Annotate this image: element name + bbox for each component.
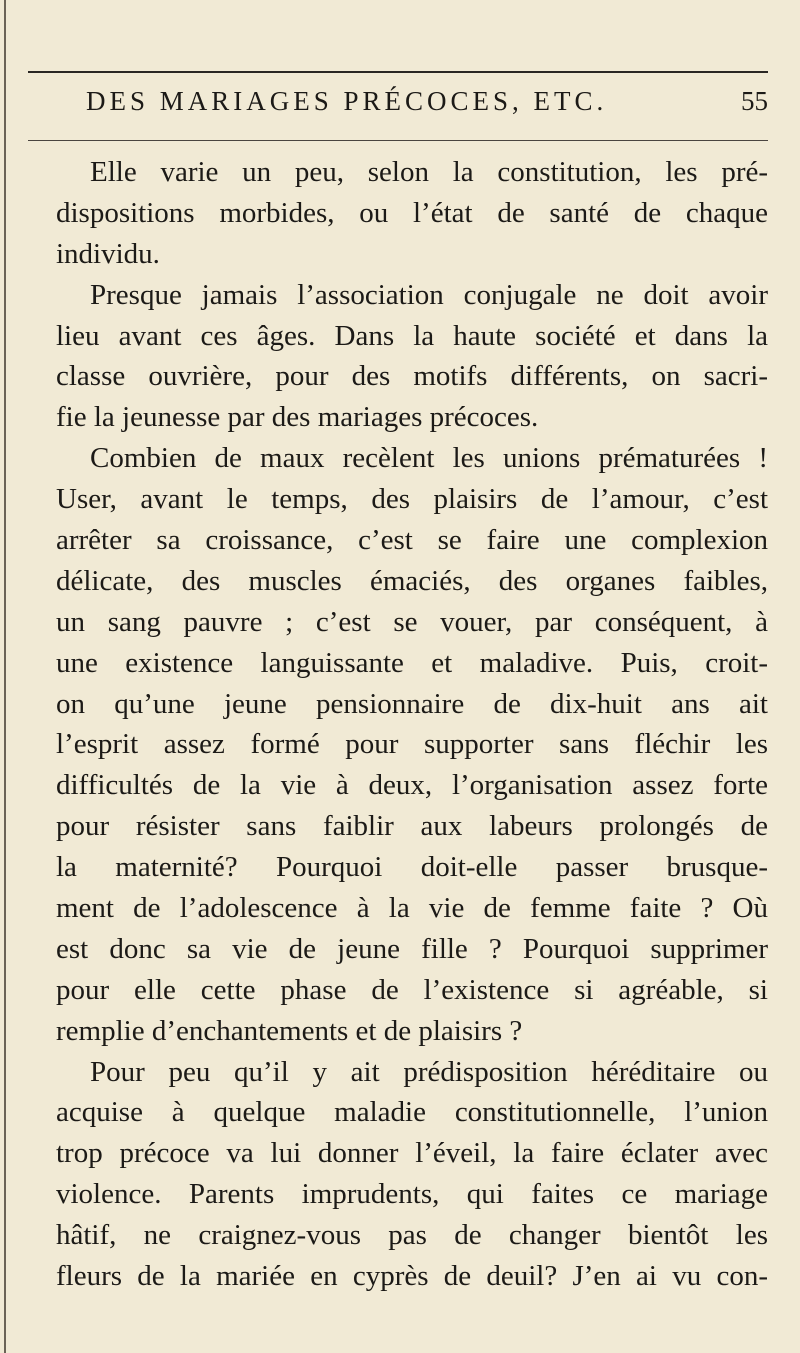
text-line: l’esprit assez formé pour supporter sans fléchir les — [56, 728, 768, 761]
text-line: remplie d’enchantements et de plaisirs ? — [56, 1014, 523, 1047]
text-line: acquise à quelque maladie constitutionnelle, l’union — [56, 1096, 768, 1129]
text-line: lieu avant ces âges. Dans la haute société et dans la — [56, 319, 768, 352]
text-line: Presque jamais l’association conjugale ne doit avoir — [90, 278, 768, 311]
text-line: délicate, des muscles émaciés, des organes faibles, — [56, 564, 768, 597]
text-line: individu. — [56, 237, 160, 270]
text-line: Elle varie un peu, selon la constitution, les pré- — [90, 156, 768, 188]
text-line: classe ouvrière, pour des motifs différents, on sacri- — [56, 360, 768, 393]
text-line: Combien de maux recèlent les unions prématurées ! — [90, 442, 768, 475]
text-line: User, avant le temps, des plaisirs de l’amour, c’est — [56, 483, 768, 516]
text-line: une existence languissante et maladive. Puis, croit- — [56, 646, 768, 679]
header-rule-bottom — [28, 140, 768, 141]
text-line: hâtif, ne craignez-vous pas de changer bientôt les — [56, 1219, 768, 1252]
running-header — [86, 86, 776, 126]
header-rule-top — [28, 71, 768, 73]
text-line: est donc sa vie de jeune fille ? Pourquoi supprimer — [56, 932, 768, 965]
text-line: ment de l’adolescence à la vie de femme faite ? Où — [56, 892, 768, 925]
text-line: difficultés de la vie à deux, l’organisation assez forte — [56, 769, 768, 802]
page-edge — [4, 0, 6, 1353]
text-line: un sang pauvre ; c’est se vouer, par conséquent, à — [56, 605, 768, 638]
text-line: Pour peu qu’il y ait prédisposition héréditaire ou — [90, 1055, 768, 1088]
text-line: dispositions morbides, ou l’état de santé de chaque — [56, 196, 768, 229]
text-line: pour résister sans faiblir aux labeurs prolongés de — [56, 810, 768, 843]
text-line: arrêter sa croissance, c’est se faire une complexion — [56, 524, 768, 557]
text-line: la maternité? Pourquoi doit-elle passer brusque- — [56, 851, 768, 884]
running-title: DES MARIAGES PRÉCOCES, ETC. — [86, 86, 608, 116]
text-line: fie la jeunesse par des mariages précoces. — [56, 401, 539, 434]
text-line: pour elle cette phase de l’existence si agréable, si — [56, 973, 768, 1006]
text-line: violence. Parents imprudents, qui faites ce mariage — [56, 1178, 768, 1211]
text-line: trop précoce va lui donner l’éveil, la faire éclater avec — [56, 1137, 768, 1170]
text-line: on qu’une jeune pensionnaire de dix-huit ans ait — [56, 687, 768, 720]
body-text — [56, 152, 768, 1297]
text-line: fleurs de la mariée en cyprès de deuil? J’en ai vu con- — [56, 1260, 768, 1293]
page-number: 55 — [741, 86, 768, 116]
